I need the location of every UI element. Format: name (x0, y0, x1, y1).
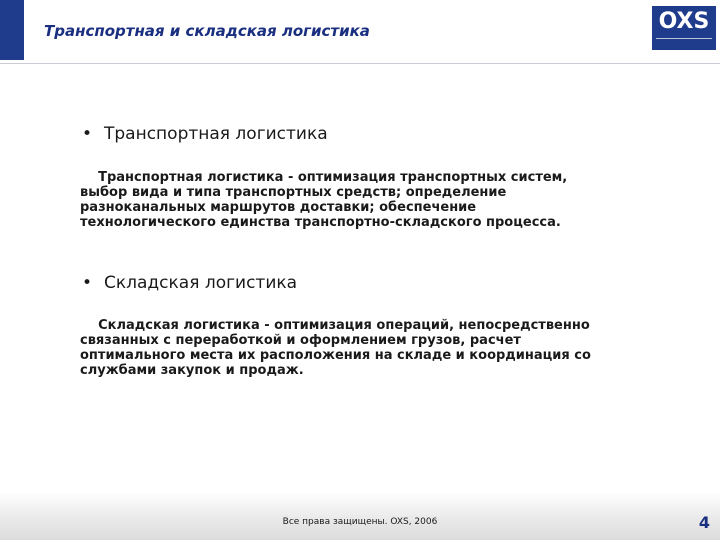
body-line: технологического единства транспортно-складского процесса. (80, 215, 561, 230)
body-line: разноканальных маршрутов доставки; обеспечение (80, 200, 477, 215)
section-heading-text: Складская логистика (104, 273, 298, 293)
slide-header (24, 0, 720, 60)
body-line: Складская логистика - оптимизация операций, непосредственно (80, 318, 590, 333)
oxs-logo (652, 6, 716, 50)
logo-text: OXS (658, 9, 710, 34)
section-heading-text: Транспортная логистика (104, 124, 328, 144)
section-body-warehouse (80, 318, 591, 378)
header-divider (0, 63, 720, 64)
section-heading-transport (82, 124, 328, 144)
body-line: выбор вида и типа транспортных средств; определение (80, 185, 507, 200)
section-heading-warehouse (82, 273, 297, 293)
body-line: оптимального места их расположения на складе и координация со (80, 348, 591, 363)
bullet-icon: • (82, 273, 93, 293)
body-line: связанных с переработкой и оформлением грузов, расчет (80, 333, 521, 348)
footer-band (0, 492, 720, 540)
page-number: 4 (698, 513, 710, 532)
section-body-transport (80, 170, 567, 230)
body-line: Транспортная логистика - оптимизация транспортных систем, (80, 170, 568, 185)
logo-underline (656, 38, 712, 42)
slide-title: Транспортная и складская логистика (44, 22, 370, 40)
bullet-icon: • (82, 124, 93, 144)
body-line: службами закупок и продаж. (80, 363, 304, 378)
header-accent-bar (0, 0, 24, 60)
footer-copyright: Все права защищены. OXS, 2006 (282, 517, 438, 527)
